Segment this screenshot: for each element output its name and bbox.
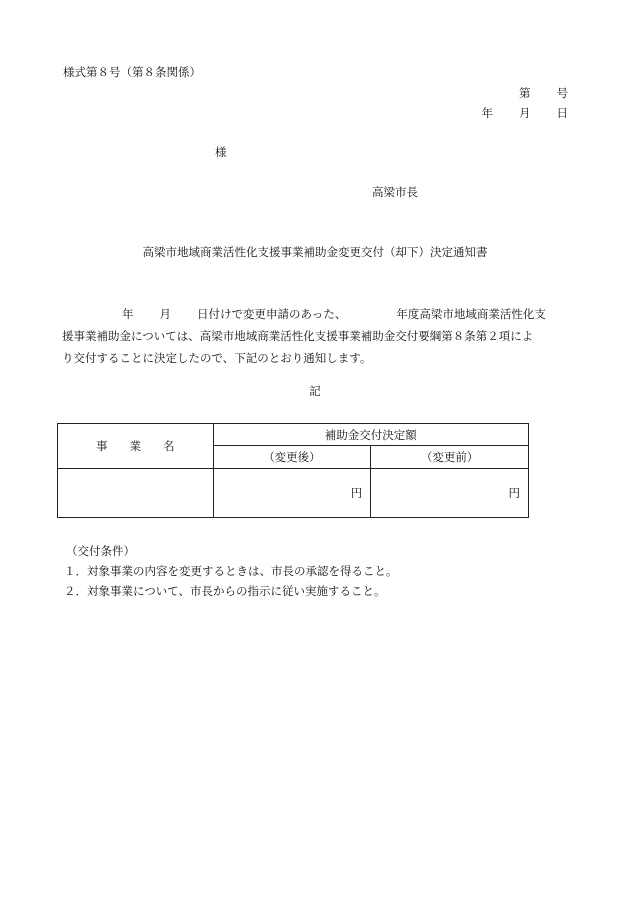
header-project-name [58, 424, 214, 469]
addressee-honorific: 様 [215, 145, 227, 159]
header-before-change: （変更前） [371, 446, 529, 469]
body-line-1-text: 日付けで変更申請のあった、 [197, 307, 347, 321]
issuer-name: 高梁市長 [372, 185, 418, 199]
body-line-2: 援事業補助金については、高梁市地域商業活性化支援事業補助金交付要綱第８条第２項によ [62, 329, 534, 343]
document-title: 高梁市地域商業活性化支援事業補助金変更交付（却下）決定通知書 [142, 245, 488, 259]
body-year-label: 年 [122, 307, 134, 321]
header-amount-group: 補助金交付決定額 [213, 424, 528, 446]
header-project-name-label: 事業名 [96, 439, 197, 453]
date-year-label: 年 [481, 106, 493, 120]
date-month-label: 月 [519, 106, 531, 120]
form-number: 様式第８号（第８条関係） [63, 65, 201, 79]
body-line-1-tail: 年度高梁市地域商業活性化支 [396, 307, 546, 321]
header-after-change: （変更後） [213, 446, 371, 469]
condition-item: １．対象事業の内容を変更するときは、市長の承認を得ること。 [64, 564, 398, 578]
doc-number-prefix: 第 [519, 86, 531, 100]
document-date [482, 107, 569, 121]
grant-conditions [66, 541, 398, 601]
body-line-3: り交付することに決定したので、下記のとおり通知します。 [62, 351, 372, 365]
doc-number-suffix: 号 [556, 86, 568, 100]
ki-heading: 記 [309, 384, 321, 398]
document-number [519, 87, 568, 101]
conditions-heading: （交付条件） [66, 544, 135, 558]
cell-before-amount: 円 [371, 469, 529, 518]
condition-item: ２．対象事業について、市長からの指示に従い実施すること。 [64, 584, 386, 598]
subsidy-amount-table [57, 423, 529, 518]
body-line-1 [62, 303, 572, 325]
body-paragraph [62, 303, 572, 369]
body-month-label: 月 [159, 307, 171, 321]
cell-project-name [58, 469, 214, 518]
cell-after-amount: 円 [213, 469, 371, 518]
date-day-label: 日 [556, 106, 568, 120]
